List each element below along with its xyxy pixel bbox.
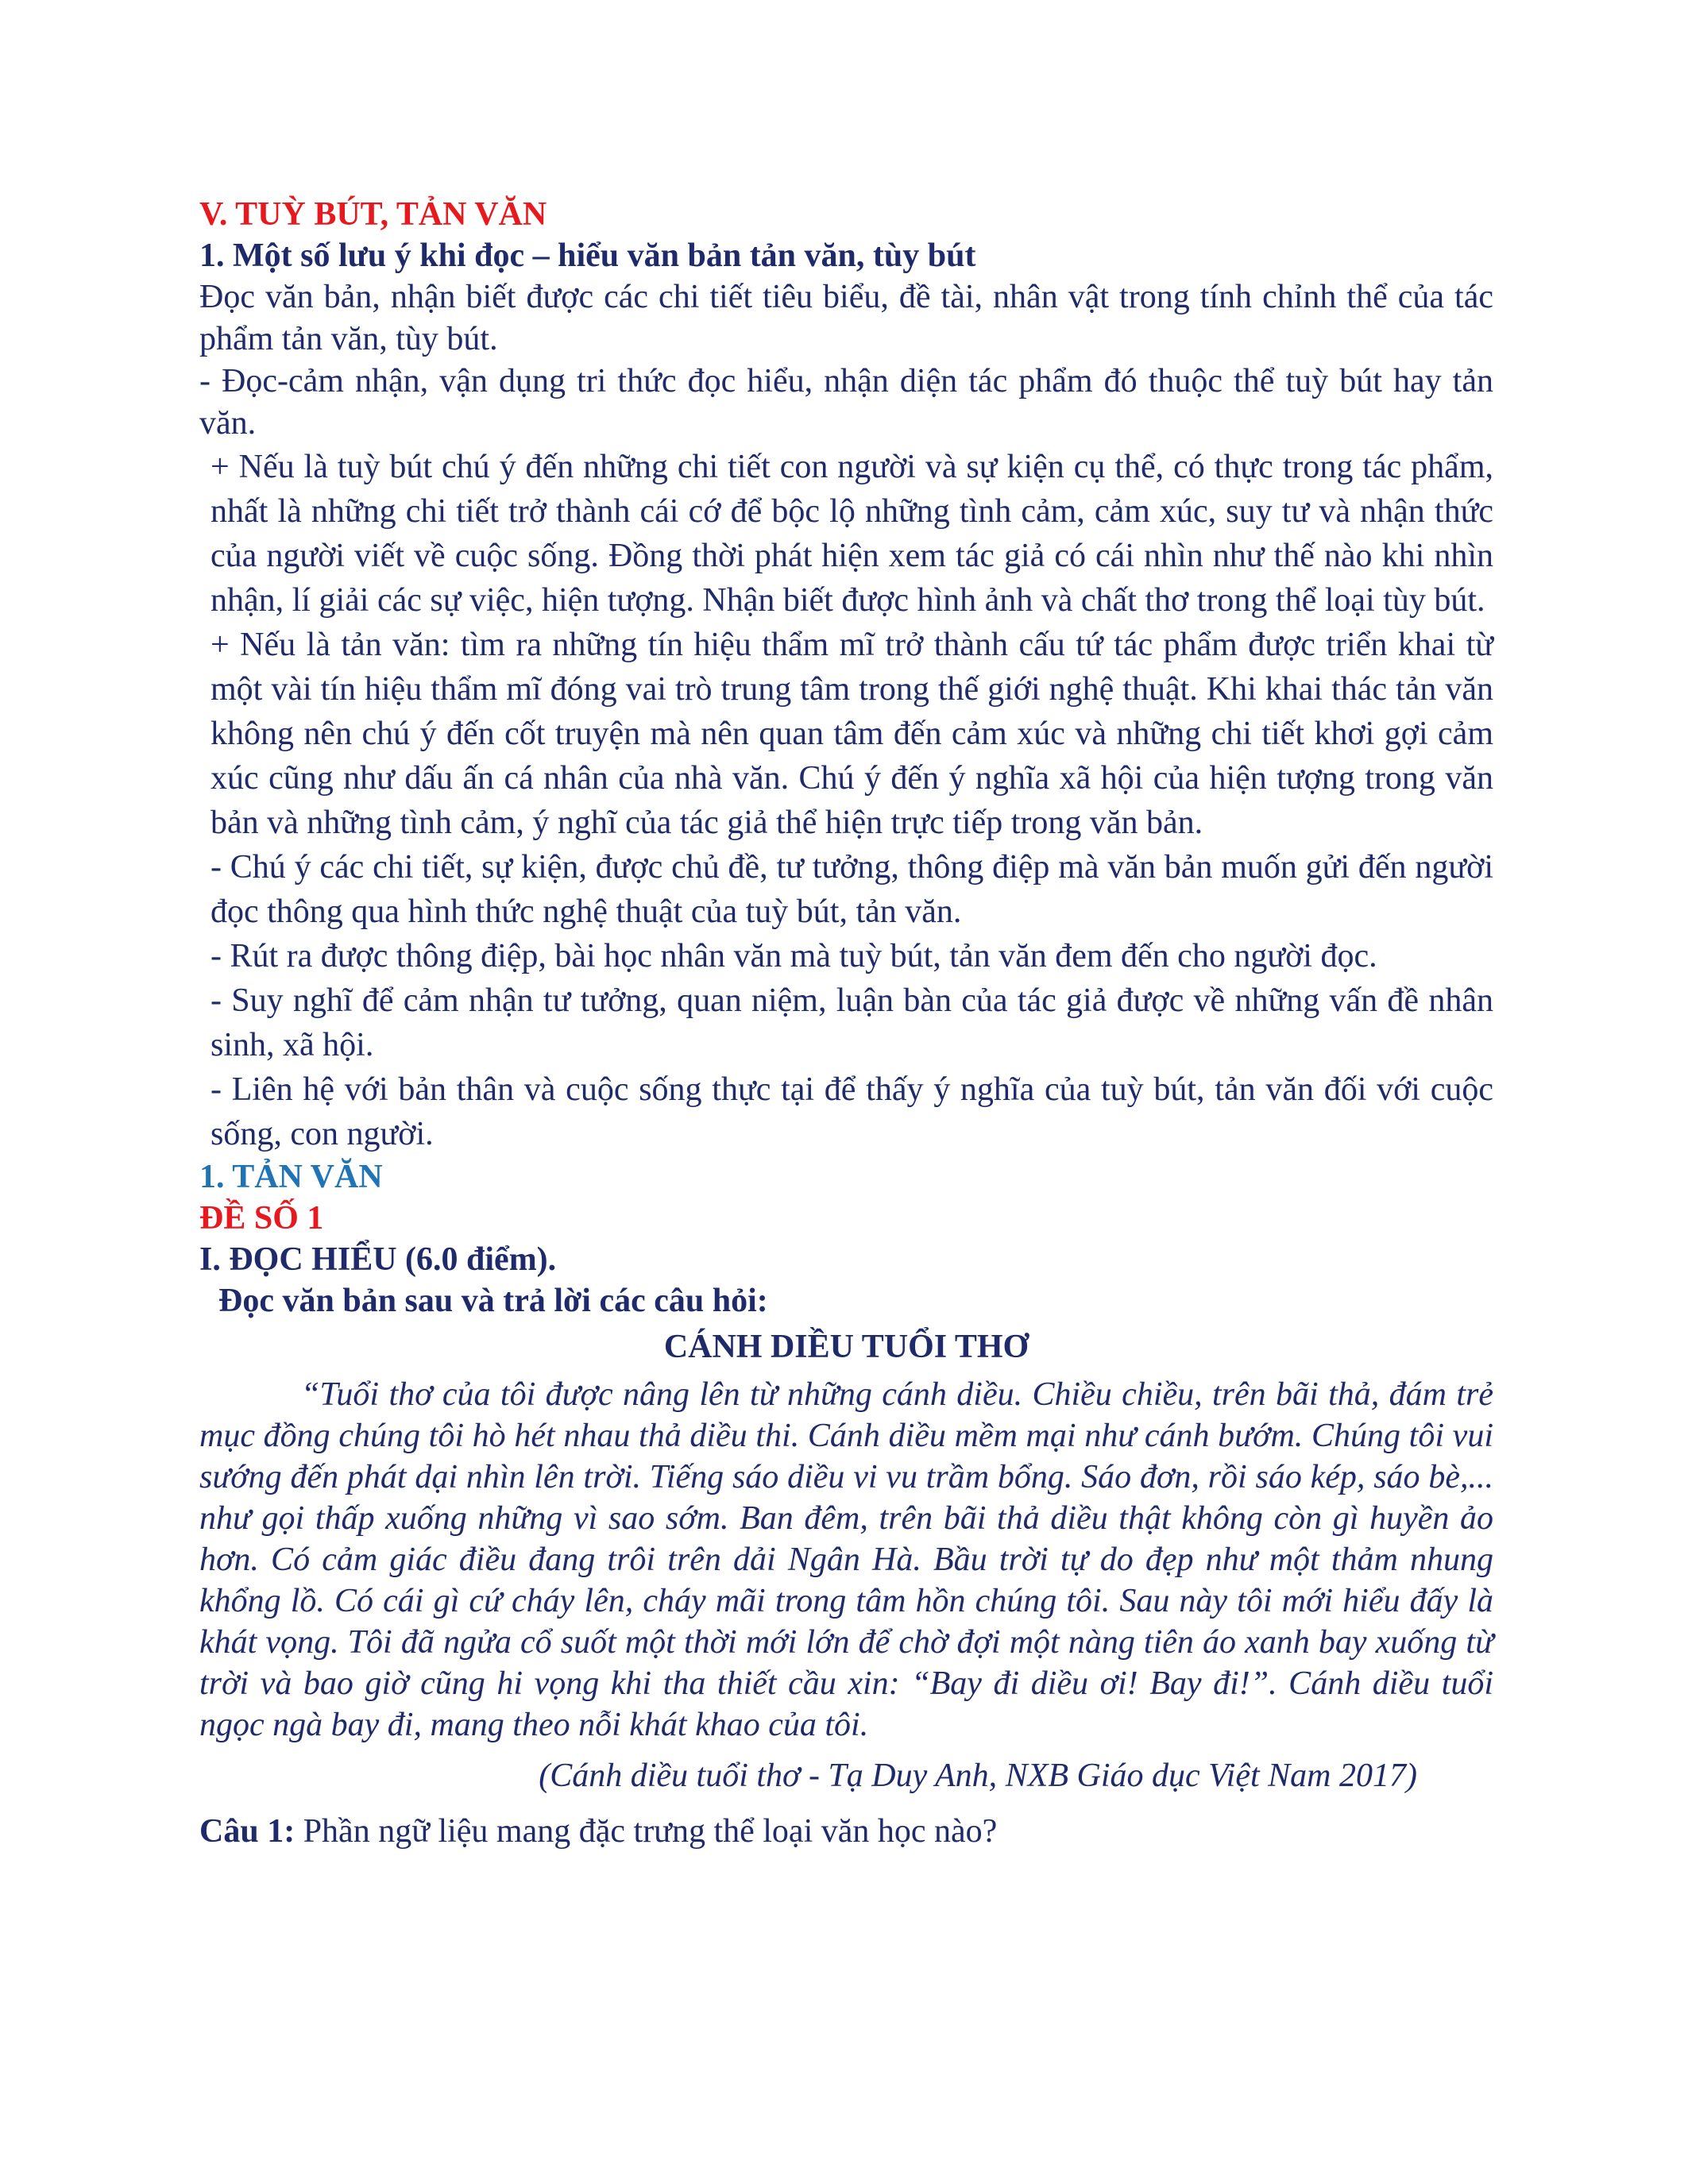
exercise-part: I. ĐỌC HIỂU (6.0 điểm). — [199, 1241, 557, 1278]
thought-note-paragraph: - Suy nghĩ để cảm nhận tư tưởng, quan niệm, luận bàn của tác giả được về những vấn đề nhân sinh, xã hội. — [211, 982, 1493, 1063]
message-note-paragraph: - Rút ra được thông điệp, bài học nhân văn mà tuỳ bút, tản văn đem đến cho người đọc. — [211, 938, 1377, 974]
prose-note-paragraph: + Nếu là tản văn: tìm ra những tín hiệu thẩm mĩ trở thành cấu tứ tác phẩm được triển khai từ một vài tín hiệu thẩm mĩ đóng vai trò trung tâm trong thế giới nghệ thuật. Khi khai thác tản văn không nên chú ý đến cốt truyện mà nên quan tâm đến cảm xúc và những chi tiết khơi gợi cảm xúc cũng như dấu ấn cá nhân của nhà văn. Chú ý đến ý nghĩa xã hội của hiện tượng trong văn bản và những tình cảm, ý nghĩ của tác giả thể hiện trực tiếp trong văn bản. — [211, 627, 1493, 841]
section-title: V. TUỲ BÚT, TẢN VĂN — [199, 196, 547, 233]
essay-note-paragraph: + Nếu là tuỳ bút chú ý đến những chi tiết con người và sự kiện cụ thể, có thực trong tác phẩm, nhất là những chi tiết trở thành cái cớ để bộc lộ những tình cảm, cảm xúc, suy tư và nhận thức của người viết về cuộc sống. Đồng thời phát hiện xem tác giả có cái nhìn như thế nào khi nhìn nhận, lí giải các sự việc, hiện tượng. Nhận biết được hình ảnh và chất thơ trong thể loại tùy bút. — [211, 449, 1493, 619]
passage-source: (Cánh diều tuổi thơ - Tạ Duy Anh, NXB Giáo dục Việt Nam 2017) — [539, 1758, 1417, 1794]
detail-note-paragraph: - Chú ý các chi tiết, sự kiện, được chủ đề, tư tưởng, thông điệp mà văn bản muốn gửi đến người đọc thông qua hình thức nghệ thuật của tuỳ bút, tản văn. — [211, 849, 1493, 930]
intro-paragraph: Đọc văn bản, nhận biết được các chi tiết tiêu biểu, đề tài, nhân vật trong tính chỉnh thể của tác phẩm tản văn, tùy bút. — [199, 279, 1493, 357]
question-text: Phần ngữ liệu mang đặc trưng thể loại văn học nào? — [295, 1813, 998, 1850]
relate-note-paragraph: - Liên hệ với bản thân và cuộc sống thực tại để thấy ý nghĩa của tuỳ bút, tản văn đối với cuộc sống, con người. — [211, 1071, 1493, 1152]
exercise-instruction: Đọc văn bản sau và trả lời các câu hỏi: — [218, 1283, 768, 1319]
question-label: Câu 1: — [199, 1813, 295, 1850]
reading-note-paragraph: - Đọc-cảm nhận, vận dụng tri thức đọc hiểu, nhận diện tác phẩm đó thuộc thể tuỳ bút hay tản văn. — [199, 363, 1493, 442]
exercise-category: 1. TẢN VĂN — [199, 1159, 383, 1195]
exercise-number: ĐỀ SỐ 1 — [199, 1200, 324, 1237]
passage-title: CÁNH DIỀU TUỔI THƠ — [663, 1329, 1029, 1365]
question-1 — [199, 1809, 1493, 1854]
passage-text: “Tuổi thơ của tôi được nâng lên từ những cánh diều. Chiều chiều, trên bãi thả, đám trẻ mục đồng chúng tôi hò hét nhau thả diều thi. Cánh diều mềm mại như cánh bướm. Chúng tôi vui sướng đến phát dại nhìn lên trời. Tiếng sáo diều vi vu trầm bổng. Sáo đơn, rồi sáo kép, sáo bè,... như gọi thấp xuống những vì sao sớm. Ban đêm, trên bãi thả diều thật không còn gì huyền ảo hơn. Có cảm giác điều đang trôi trên dải Ngân Hà. Bầu trời tự do đẹp như một thảm nhung khổng lồ. Có cái gì cứ cháy lên, cháy mãi trong tâm hồn chúng tôi. Sau này tôi mới hiểu đấy là khát vọng. Tôi đã ngửa cổ suốt một thời mới lớn để chờ đợi một nàng tiên áo xanh bay xuống từ trời và bao giờ cũng hi vọng khi tha thiết cầu xin: “Bay đi diều ơi! Bay đi!”. Cánh diều tuổi ngọc ngà bay đi, mang theo nỗi khát khao của tôi. — [199, 1376, 1493, 1743]
document-content — [199, 194, 1493, 1854]
section-subtitle: 1. Một số lưu ý khi đọc – hiểu văn bản tản văn, tùy bút — [199, 237, 976, 274]
